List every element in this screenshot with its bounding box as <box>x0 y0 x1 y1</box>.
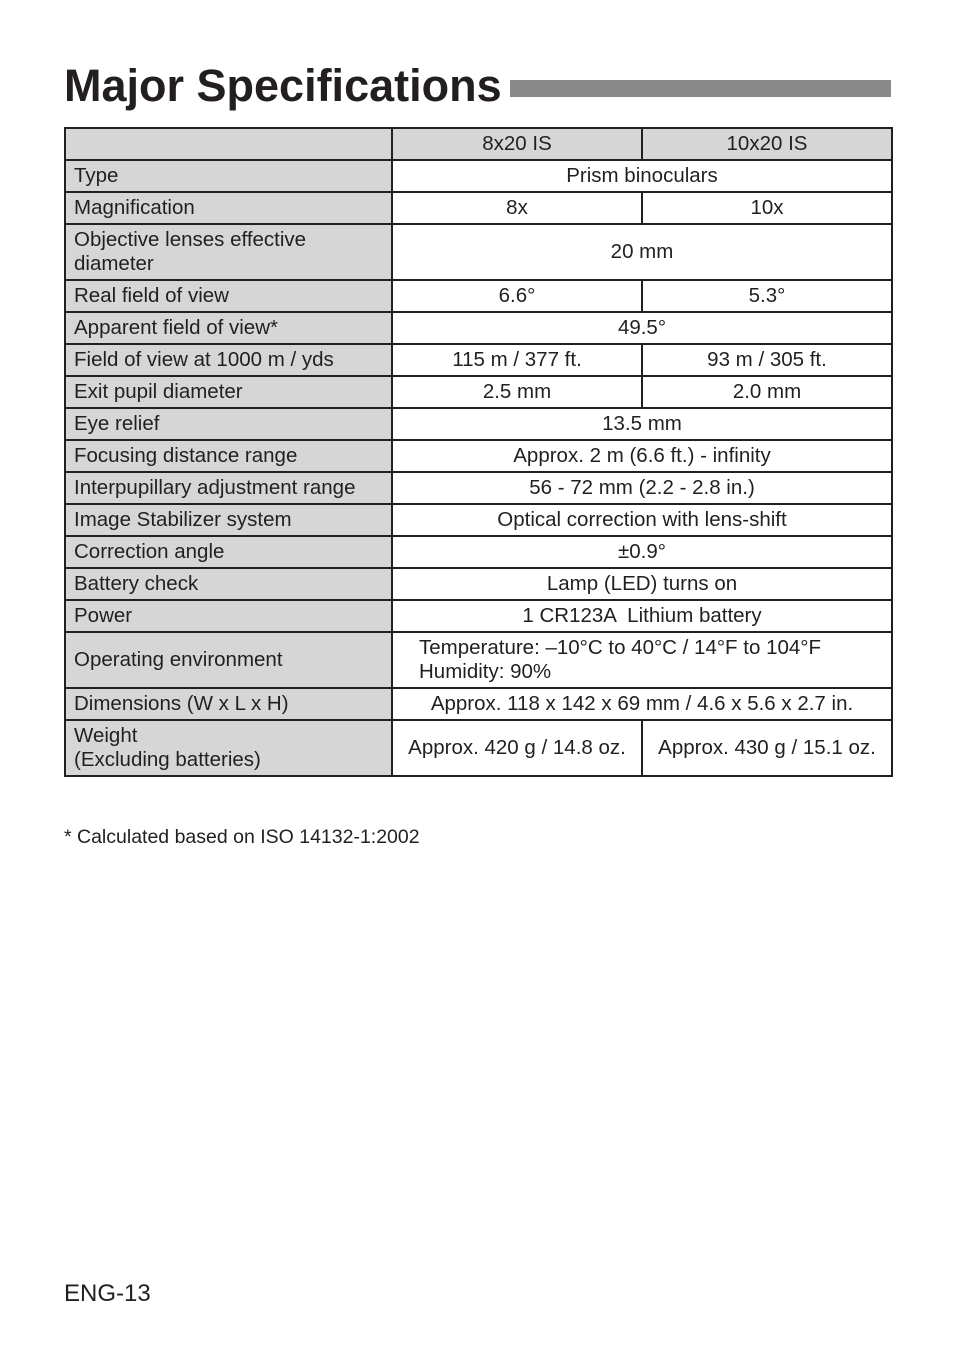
table-row-operating-environment <box>65 632 892 688</box>
header-blank-cell <box>65 128 392 160</box>
table-row-apparent-field <box>65 312 892 344</box>
row-label: Exit pupil diameter <box>65 376 392 408</box>
row-label: Eye relief <box>65 408 392 440</box>
row-value: ±0.9° <box>392 536 892 568</box>
row-label: Type <box>65 160 392 192</box>
row-label: Battery check <box>65 568 392 600</box>
table-row-field-1000 <box>65 344 892 376</box>
table-row-interpupillary <box>65 472 892 504</box>
row-value-10x20: 5.3° <box>642 280 892 312</box>
row-value-10x20: 10x <box>642 192 892 224</box>
row-value: 49.5° <box>392 312 892 344</box>
row-label-line: (Excluding batteries) <box>74 748 261 771</box>
table-row-weight <box>65 720 892 776</box>
row-value-8x20: 115 m / 377 ft. <box>392 344 642 376</box>
page-title: Major Specifications <box>64 60 502 111</box>
table-row-stabilizer <box>65 504 892 536</box>
row-label: Real field of view <box>65 280 392 312</box>
table-row-real-field <box>65 280 892 312</box>
row-label: Image Stabilizer system <box>65 504 392 536</box>
row-label: Interpupillary adjustment range <box>65 472 392 504</box>
row-label: Apparent field of view* <box>65 312 392 344</box>
table-row-power <box>65 600 892 632</box>
row-label: Operating environment <box>65 632 392 688</box>
table-row-magnification <box>65 192 892 224</box>
row-value: Approx. 2 m (6.6 ft.) - infinity <box>392 440 892 472</box>
table-row-type <box>65 160 892 192</box>
row-label: Dimensions (W x L x H) <box>65 688 392 720</box>
row-label <box>65 224 392 280</box>
row-label-line: Objective lenses effective <box>74 228 307 251</box>
table-row-dimensions <box>65 688 892 720</box>
row-value: 13.5 mm <box>392 408 892 440</box>
footnote: * Calculated based on ISO 14132-1:2002 <box>64 826 420 848</box>
row-value-8x20: Approx. 420 g / 14.8 oz. <box>392 720 642 776</box>
row-label: Field of view at 1000 m / yds <box>65 344 392 376</box>
table-row-correction-angle <box>65 536 892 568</box>
model-header-10x20: 10x20 IS <box>642 128 892 160</box>
row-value: Optical correction with lens-shift <box>392 504 892 536</box>
table-row-objective-diameter <box>65 224 892 280</box>
row-value: 20 mm <box>392 224 892 280</box>
row-label-line: Weight <box>74 724 138 747</box>
row-label: Power <box>65 600 392 632</box>
table-row-battery-check <box>65 568 892 600</box>
row-value-10x20: 93 m / 305 ft. <box>642 344 892 376</box>
row-label-line: diameter <box>74 252 154 275</box>
table-row-exit-pupil <box>65 376 892 408</box>
row-value-10x20: 2.0 mm <box>642 376 892 408</box>
row-value-line: Temperature: –10°C to 40°C / 14°F to 104°F <box>419 636 821 659</box>
row-value: Approx. 118 x 142 x 69 mm / 4.6 x 5.6 x 2.7 in. <box>392 688 892 720</box>
specifications-table <box>64 127 893 777</box>
row-label: Magnification <box>65 192 392 224</box>
row-value: Prism binoculars <box>392 160 892 192</box>
table-row-eye-relief <box>65 408 892 440</box>
row-label <box>65 720 392 776</box>
row-value-line: Humidity: 90% <box>419 660 552 683</box>
row-value: 56 - 72 mm (2.2 - 2.8 in.) <box>392 472 892 504</box>
title-row <box>64 58 891 114</box>
row-value-8x20: 8x <box>392 192 642 224</box>
page-number: ENG-13 <box>64 1280 151 1307</box>
table-row-focusing-range <box>65 440 892 472</box>
row-value-8x20: 6.6° <box>392 280 642 312</box>
row-label: Correction angle <box>65 536 392 568</box>
table-header-row <box>65 128 892 160</box>
title-decorative-bar <box>510 80 891 97</box>
row-value: 1 CR123A Lithium battery <box>392 600 892 632</box>
row-value <box>392 632 892 688</box>
row-label: Focusing distance range <box>65 440 392 472</box>
row-value-8x20: 2.5 mm <box>392 376 642 408</box>
model-header-8x20: 8x20 IS <box>392 128 642 160</box>
row-value-10x20: Approx. 430 g / 15.1 oz. <box>642 720 892 776</box>
row-value: Lamp (LED) turns on <box>392 568 892 600</box>
